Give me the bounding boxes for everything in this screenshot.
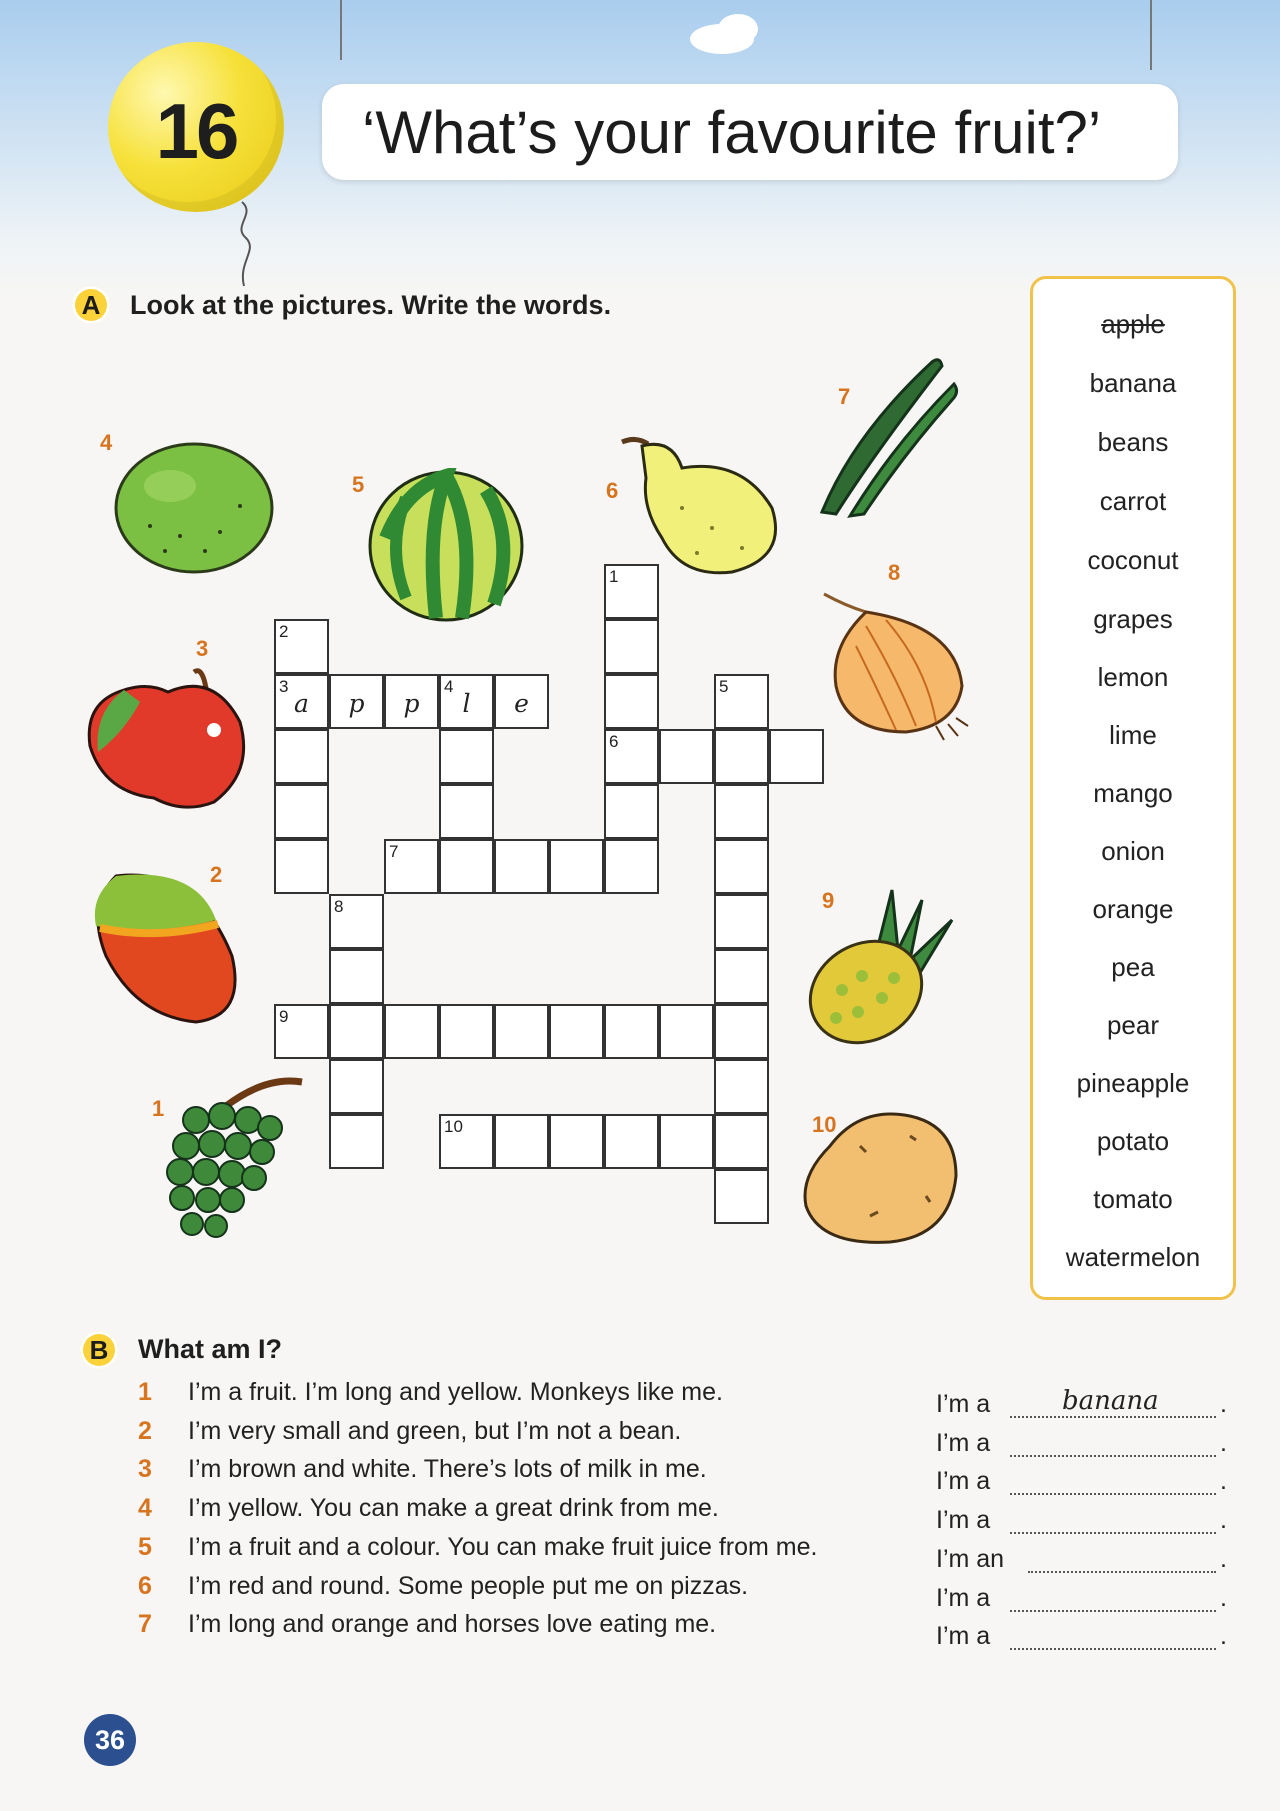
answer-period: .: [1220, 1622, 1227, 1650]
potato-icon: [800, 1106, 960, 1246]
picture-number: 3: [196, 636, 209, 661]
clue-text: I’m brown and white. There’s lots of milk in me.: [188, 1455, 707, 1483]
answer-blank[interactable]: [1010, 1469, 1216, 1495]
crossword-cell[interactable]: [439, 784, 494, 839]
crossword-cell[interactable]: [274, 729, 329, 784]
word-bank: [1030, 276, 1236, 1300]
word-bank-item: carrot: [1099, 486, 1167, 516]
grapes-icon: [156, 1076, 306, 1246]
picture-number: 1: [152, 1096, 165, 1121]
answer-blank[interactable]: [1010, 1431, 1216, 1457]
clue-number: 2: [279, 622, 289, 641]
answer-blank[interactable]: [1010, 1586, 1216, 1612]
crossword-cell[interactable]: [714, 1169, 769, 1224]
cloud-icon: [718, 14, 758, 44]
filled-letter: p: [403, 689, 420, 718]
filled-letter: e: [514, 689, 529, 718]
lime-icon: [110, 436, 280, 576]
answer-prefix: I’m a: [936, 1467, 991, 1495]
clue-number: 6: [609, 732, 619, 751]
section-b-heading: What am I?: [138, 1334, 283, 1364]
crossword-cell[interactable]: [384, 839, 439, 894]
word-bank-item: tomato: [1093, 1184, 1173, 1214]
clue-text: I’m very small and green, but I’m not a bean.: [188, 1417, 682, 1445]
crossword-cell[interactable]: [494, 1114, 549, 1169]
unit-number: 16: [155, 87, 237, 175]
word-bank-item: grapes: [1093, 604, 1173, 634]
answer-period: .: [1220, 1429, 1227, 1457]
crossword-cell[interactable]: [384, 1004, 439, 1059]
word-bank-item: apple: [1101, 309, 1165, 339]
crossword-cell[interactable]: [494, 674, 549, 729]
word-bank-item: coconut: [1087, 545, 1179, 575]
picture-number: 10: [812, 1112, 837, 1137]
crossword-cell[interactable]: [714, 1114, 769, 1169]
crossword-cell[interactable]: [439, 1114, 494, 1169]
clue-number: 2: [138, 1417, 152, 1445]
section-a-badge: A: [72, 286, 110, 324]
word-bank-item: onion: [1101, 836, 1165, 866]
crossword-cell[interactable]: [274, 784, 329, 839]
beans-icon: [814, 344, 964, 520]
crossword-cell[interactable]: [714, 894, 769, 949]
word-bank-item: mango: [1093, 778, 1173, 808]
answer-prefix: I’m a: [936, 1584, 991, 1612]
watermelon-icon: [366, 468, 528, 624]
crossword-cell[interactable]: [274, 674, 329, 729]
answer-prefix: I’m a: [936, 1622, 991, 1650]
filled-letter: p: [348, 689, 365, 718]
answer-prefix: I’m a: [936, 1429, 991, 1457]
answer-period: .: [1220, 1467, 1227, 1495]
filled-letter: a: [294, 689, 309, 718]
crossword-cell[interactable]: [659, 1114, 714, 1169]
crossword-cell[interactable]: [329, 949, 384, 1004]
picture-number: 7: [838, 384, 851, 409]
word-bank-item: banana: [1089, 368, 1177, 398]
answer-prefix: I’m a: [936, 1390, 991, 1418]
answer-prefix: I’m an: [936, 1545, 1005, 1573]
pineapple-icon: [802, 880, 976, 1050]
crossword-cell[interactable]: [604, 784, 659, 839]
filled-letter: l: [462, 689, 471, 718]
word-bank-item: lime: [1109, 720, 1157, 750]
clue-number: 1: [138, 1378, 152, 1406]
answer-blank[interactable]: [1028, 1547, 1216, 1573]
picture-number: 8: [888, 560, 901, 585]
page-title: ‘What’s your favourite fruit?’: [362, 99, 1102, 166]
word-bank-item: pineapple: [1076, 1068, 1190, 1098]
crossword-cell[interactable]: [329, 674, 384, 729]
word-bank-item: pear: [1106, 1010, 1160, 1040]
word-bank-item: lemon: [1097, 662, 1169, 692]
clue-text: I’m long and orange and horses love eating me.: [188, 1610, 717, 1638]
section-b-badge: B: [80, 1331, 118, 1369]
handwritten-answer: banana: [1062, 1386, 1159, 1416]
crossword-cell[interactable]: [714, 729, 769, 784]
answer-prefix: I’m a: [936, 1506, 991, 1534]
title-banner: [322, 84, 1178, 180]
word-bank-item: beans: [1097, 427, 1169, 457]
crossword-cell[interactable]: [274, 1004, 329, 1059]
crossword-cell[interactable]: [714, 1059, 769, 1114]
crossword-cell[interactable]: [604, 839, 659, 894]
picture-number: 2: [210, 862, 223, 887]
crossword-cell[interactable]: [329, 1004, 384, 1059]
clue-text: I’m a fruit and a colour. You can make fruit juice from me.: [188, 1533, 818, 1561]
unit-number-balloon: [108, 42, 284, 212]
crossword-cell[interactable]: [329, 894, 384, 949]
crossword-cell[interactable]: [659, 1004, 714, 1059]
picture-number: 5: [352, 472, 365, 497]
crossword-cell[interactable]: [439, 1004, 494, 1059]
clue-number: 5: [719, 677, 729, 696]
crossword-cell[interactable]: [274, 839, 329, 894]
clue-number: 4: [444, 677, 454, 696]
clue-number: 7: [389, 842, 399, 861]
word-bank-item: orange: [1092, 894, 1174, 924]
section-a-instruction: Look at the pictures. Write the words.: [130, 290, 612, 320]
answer-blank[interactable]: [1010, 1508, 1216, 1534]
clue-number: 3: [279, 677, 289, 696]
crossword-cell[interactable]: [604, 1114, 659, 1169]
clue-number: 4: [138, 1494, 152, 1522]
crossword-cell[interactable]: [549, 839, 604, 894]
hanging-string: [1150, 0, 1152, 70]
picture-number: 9: [822, 888, 835, 913]
clue-number: 9: [279, 1007, 289, 1026]
crossword-cell[interactable]: [604, 674, 659, 729]
crossword-cell[interactable]: [384, 674, 439, 729]
answer-period: .: [1220, 1545, 1227, 1573]
crossword-cell[interactable]: [439, 674, 494, 729]
apple-icon: [84, 662, 252, 814]
clue-number: 1: [609, 567, 619, 586]
crossword-cell[interactable]: [714, 674, 769, 729]
clue-text: I’m a fruit. I’m long and yellow. Monkeys like me.: [188, 1378, 723, 1406]
picture-number: 6: [606, 478, 619, 503]
crossword-cell[interactable]: [714, 839, 769, 894]
clue-number: 3: [138, 1455, 152, 1483]
crossword-cell[interactable]: [494, 839, 549, 894]
crossword-cell[interactable]: [274, 619, 329, 674]
answer-period: .: [1220, 1390, 1227, 1418]
crossword-cell[interactable]: [604, 1004, 659, 1059]
word-bank-item: potato: [1096, 1126, 1170, 1156]
clue-text: I’m yellow. You can make a great drink from me.: [188, 1494, 719, 1522]
word-bank-item: pea: [1111, 952, 1155, 982]
crossword-cell[interactable]: [714, 1004, 769, 1059]
word-bank-item: watermelon: [1065, 1242, 1201, 1272]
picture-number: 4: [100, 430, 113, 455]
clue-number: 10: [444, 1117, 463, 1136]
hanging-string: [340, 0, 342, 60]
answer-period: .: [1220, 1584, 1227, 1612]
answer-blank[interactable]: [1010, 1624, 1216, 1650]
clue-number: 6: [138, 1572, 152, 1600]
crossword-cell[interactable]: [714, 949, 769, 1004]
crossword-cell[interactable]: [329, 1059, 384, 1114]
answer-period: .: [1220, 1506, 1227, 1534]
crossword-cell[interactable]: [329, 1114, 384, 1169]
clue-number: 5: [138, 1533, 152, 1561]
crossword-cell[interactable]: [714, 784, 769, 839]
crossword-cell[interactable]: [549, 1114, 604, 1169]
balloon-string-icon: [230, 200, 270, 290]
clue-text: I’m red and round. Some people put me on pizzas.: [188, 1572, 749, 1600]
crossword-cell[interactable]: [659, 729, 714, 784]
crossword-cell[interactable]: [439, 839, 494, 894]
onion-icon: [816, 586, 978, 742]
crossword-cell[interactable]: [604, 729, 659, 784]
crossword-cell[interactable]: [494, 1004, 549, 1059]
clue-number: 7: [138, 1610, 152, 1638]
page-number: 36: [84, 1714, 136, 1766]
clue-number: 8: [334, 897, 344, 916]
pear-icon: [612, 428, 792, 576]
crossword-cell[interactable]: [549, 1004, 604, 1059]
crossword-cell[interactable]: [439, 729, 494, 784]
crossword-cell[interactable]: [604, 619, 659, 674]
mango-icon: [86, 866, 250, 1026]
